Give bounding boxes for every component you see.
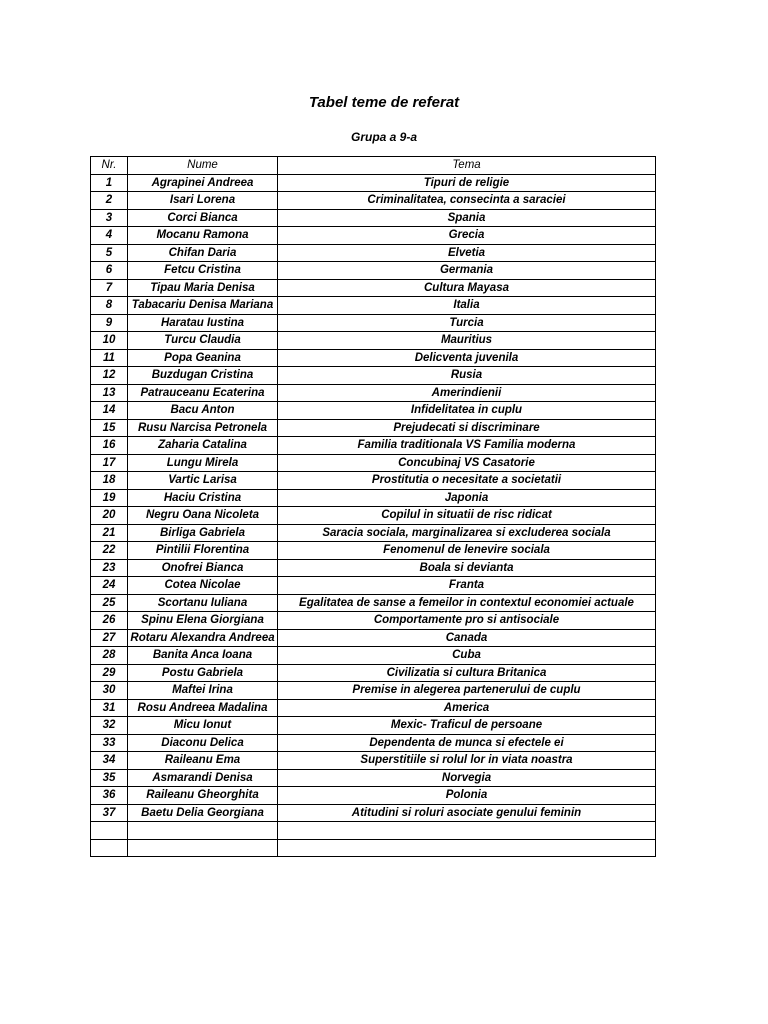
cell-name: Postu Gabriela (128, 664, 278, 682)
cell-name: Onofrei Bianca (128, 559, 278, 577)
cell-theme: Atitudini si roluri asociate genului feminin (278, 804, 656, 822)
cell-nr: 2 (91, 192, 128, 210)
table-row (91, 542, 656, 560)
cell-name: Lungu Mirela (128, 454, 278, 472)
cell-nr: 36 (91, 787, 128, 805)
cell-name: Baetu Delia Georgiana (128, 804, 278, 822)
table-row (91, 804, 656, 822)
cell-nr: 20 (91, 507, 128, 525)
table-row (91, 787, 656, 805)
cell-nr: 17 (91, 454, 128, 472)
cell-theme: Mexic- Traficul de persoane (278, 717, 656, 735)
cell-nr: 8 (91, 297, 128, 315)
cell-nr: 3 (91, 209, 128, 227)
cell-theme: Rusia (278, 367, 656, 385)
cell-nr: 6 (91, 262, 128, 280)
table-header-row (91, 157, 656, 175)
cell-name: Micu Ionut (128, 717, 278, 735)
header-nr: Nr. (91, 157, 128, 175)
table-row (91, 629, 656, 647)
cell-name: Chifan Daria (128, 244, 278, 262)
cell-theme: Fenomenul de lenevire sociala (278, 542, 656, 560)
cell-theme: Egalitatea de sanse a femeilor in contextul economiei actuale (278, 594, 656, 612)
table-row (91, 839, 656, 857)
cell-theme: Tipuri de religie (278, 174, 656, 192)
cell-theme: Germania (278, 262, 656, 280)
table-row (91, 507, 656, 525)
cell-theme: Cultura Mayasa (278, 279, 656, 297)
cell-name: Haciu Cristina (128, 489, 278, 507)
table-row (91, 717, 656, 735)
cell-name: Tabacariu Denisa Mariana (128, 297, 278, 315)
table-row (91, 297, 656, 315)
cell-name: Pintilii Florentina (128, 542, 278, 560)
cell-theme: Canada (278, 629, 656, 647)
cell-name: Scortanu Iuliana (128, 594, 278, 612)
cell-name: Zaharia Catalina (128, 437, 278, 455)
cell-nr: 9 (91, 314, 128, 332)
cell-name: Patrauceanu Ecaterina (128, 384, 278, 402)
cell-name: Asmarandi Denisa (128, 769, 278, 787)
cell-nr: 14 (91, 402, 128, 420)
cell-nr: 5 (91, 244, 128, 262)
cell-theme: Elvetia (278, 244, 656, 262)
table-row (91, 734, 656, 752)
cell-theme: Grecia (278, 227, 656, 245)
cell-nr: 32 (91, 717, 128, 735)
table-row (91, 454, 656, 472)
table-row (91, 559, 656, 577)
cell-name (128, 822, 278, 840)
cell-name: Fetcu Cristina (128, 262, 278, 280)
table-row (91, 594, 656, 612)
cell-theme: Turcia (278, 314, 656, 332)
table-row (91, 612, 656, 630)
cell-nr: 25 (91, 594, 128, 612)
cell-nr: 7 (91, 279, 128, 297)
topics-table (90, 156, 656, 857)
cell-name: Corci Bianca (128, 209, 278, 227)
cell-theme: America (278, 699, 656, 717)
table-row (91, 192, 656, 210)
cell-theme: Premise in alegerea partenerului de cuplu (278, 682, 656, 700)
cell-nr: 15 (91, 419, 128, 437)
table-row (91, 332, 656, 350)
table-row (91, 752, 656, 770)
cell-theme: Familia traditionala VS Familia moderna (278, 437, 656, 455)
cell-theme: Dependenta de munca si efectele ei (278, 734, 656, 752)
cell-name: Diaconu Delica (128, 734, 278, 752)
cell-name: Vartic Larisa (128, 472, 278, 490)
cell-theme: Infidelitatea in cuplu (278, 402, 656, 420)
cell-nr: 35 (91, 769, 128, 787)
table-row (91, 279, 656, 297)
cell-nr (91, 822, 128, 840)
cell-theme: Prostitutia o necesitate a societatii (278, 472, 656, 490)
document-subtitle: Grupa a 9-a (350, 130, 418, 144)
cell-name: Turcu Claudia (128, 332, 278, 350)
table-row (91, 489, 656, 507)
document-title: Tabel teme de referat (308, 94, 460, 111)
cell-theme: Franta (278, 577, 656, 595)
cell-theme: Polonia (278, 787, 656, 805)
cell-name: Haratau Iustina (128, 314, 278, 332)
cell-nr: 11 (91, 349, 128, 367)
cell-theme: Copilul in situatii de risc ridicat (278, 507, 656, 525)
table-row (91, 682, 656, 700)
cell-name: Popa Geanina (128, 349, 278, 367)
cell-name: Rosu Andreea Madalina (128, 699, 278, 717)
cell-nr: 34 (91, 752, 128, 770)
cell-theme: Italia (278, 297, 656, 315)
cell-theme: Saracia sociala, marginalizarea si excluderea sociala (278, 524, 656, 542)
cell-name: Tipau Maria Denisa (128, 279, 278, 297)
cell-nr: 13 (91, 384, 128, 402)
cell-theme: Superstitiile si rolul lor in viata noastra (278, 752, 656, 770)
cell-nr: 12 (91, 367, 128, 385)
cell-nr: 1 (91, 174, 128, 192)
cell-name: Rusu Narcisa Petronela (128, 419, 278, 437)
cell-name: Birliga Gabriela (128, 524, 278, 542)
table-row (91, 244, 656, 262)
cell-nr: 33 (91, 734, 128, 752)
cell-theme: Prejudecati si discriminare (278, 419, 656, 437)
table-row (91, 262, 656, 280)
table-body (91, 174, 656, 857)
table-row (91, 664, 656, 682)
cell-name: Negru Oana Nicoleta (128, 507, 278, 525)
cell-name (128, 839, 278, 857)
cell-name: Rotaru Alexandra Andreea (128, 629, 278, 647)
cell-name: Agrapinei Andreea (128, 174, 278, 192)
cell-theme: Criminalitatea, consecinta a saraciei (278, 192, 656, 210)
table-row (91, 209, 656, 227)
cell-nr: 28 (91, 647, 128, 665)
cell-nr: 23 (91, 559, 128, 577)
cell-theme: Japonia (278, 489, 656, 507)
table-row (91, 577, 656, 595)
table-row (91, 524, 656, 542)
cell-name: Bacu Anton (128, 402, 278, 420)
cell-theme (278, 839, 656, 857)
cell-nr: 22 (91, 542, 128, 560)
table-row (91, 314, 656, 332)
cell-nr (91, 839, 128, 857)
cell-nr: 24 (91, 577, 128, 595)
cell-theme: Mauritius (278, 332, 656, 350)
table-row (91, 472, 656, 490)
table-row (91, 419, 656, 437)
cell-nr: 27 (91, 629, 128, 647)
cell-name: Maftei Irina (128, 682, 278, 700)
table-row (91, 437, 656, 455)
cell-nr: 30 (91, 682, 128, 700)
cell-theme: Amerindienii (278, 384, 656, 402)
cell-nr: 4 (91, 227, 128, 245)
cell-nr: 16 (91, 437, 128, 455)
cell-name: Isari Lorena (128, 192, 278, 210)
table-row (91, 402, 656, 420)
table-row (91, 699, 656, 717)
cell-name: Spinu Elena Giorgiana (128, 612, 278, 630)
header-theme: Tema (278, 157, 656, 175)
cell-theme: Concubinaj VS Casatorie (278, 454, 656, 472)
cell-name: Raileanu Ema (128, 752, 278, 770)
cell-name: Buzdugan Cristina (128, 367, 278, 385)
header-name: Nume (128, 157, 278, 175)
table-row (91, 647, 656, 665)
cell-theme: Boala si devianta (278, 559, 656, 577)
cell-theme: Cuba (278, 647, 656, 665)
cell-nr: 37 (91, 804, 128, 822)
cell-theme (278, 822, 656, 840)
table-row (91, 227, 656, 245)
cell-name: Mocanu Ramona (128, 227, 278, 245)
cell-nr: 10 (91, 332, 128, 350)
table-row (91, 174, 656, 192)
table-row (91, 822, 656, 840)
cell-nr: 18 (91, 472, 128, 490)
cell-nr: 31 (91, 699, 128, 717)
cell-name: Cotea Nicolae (128, 577, 278, 595)
table-row (91, 384, 656, 402)
cell-theme: Spania (278, 209, 656, 227)
cell-nr: 26 (91, 612, 128, 630)
cell-nr: 29 (91, 664, 128, 682)
cell-theme: Comportamente pro si antisociale (278, 612, 656, 630)
table-row (91, 349, 656, 367)
cell-nr: 19 (91, 489, 128, 507)
cell-theme: Norvegia (278, 769, 656, 787)
cell-theme: Delicventa juvenila (278, 349, 656, 367)
cell-name: Raileanu Gheorghita (128, 787, 278, 805)
table-row (91, 769, 656, 787)
table-row (91, 367, 656, 385)
cell-name: Banita Anca Ioana (128, 647, 278, 665)
cell-theme: Civilizatia si cultura Britanica (278, 664, 656, 682)
cell-nr: 21 (91, 524, 128, 542)
